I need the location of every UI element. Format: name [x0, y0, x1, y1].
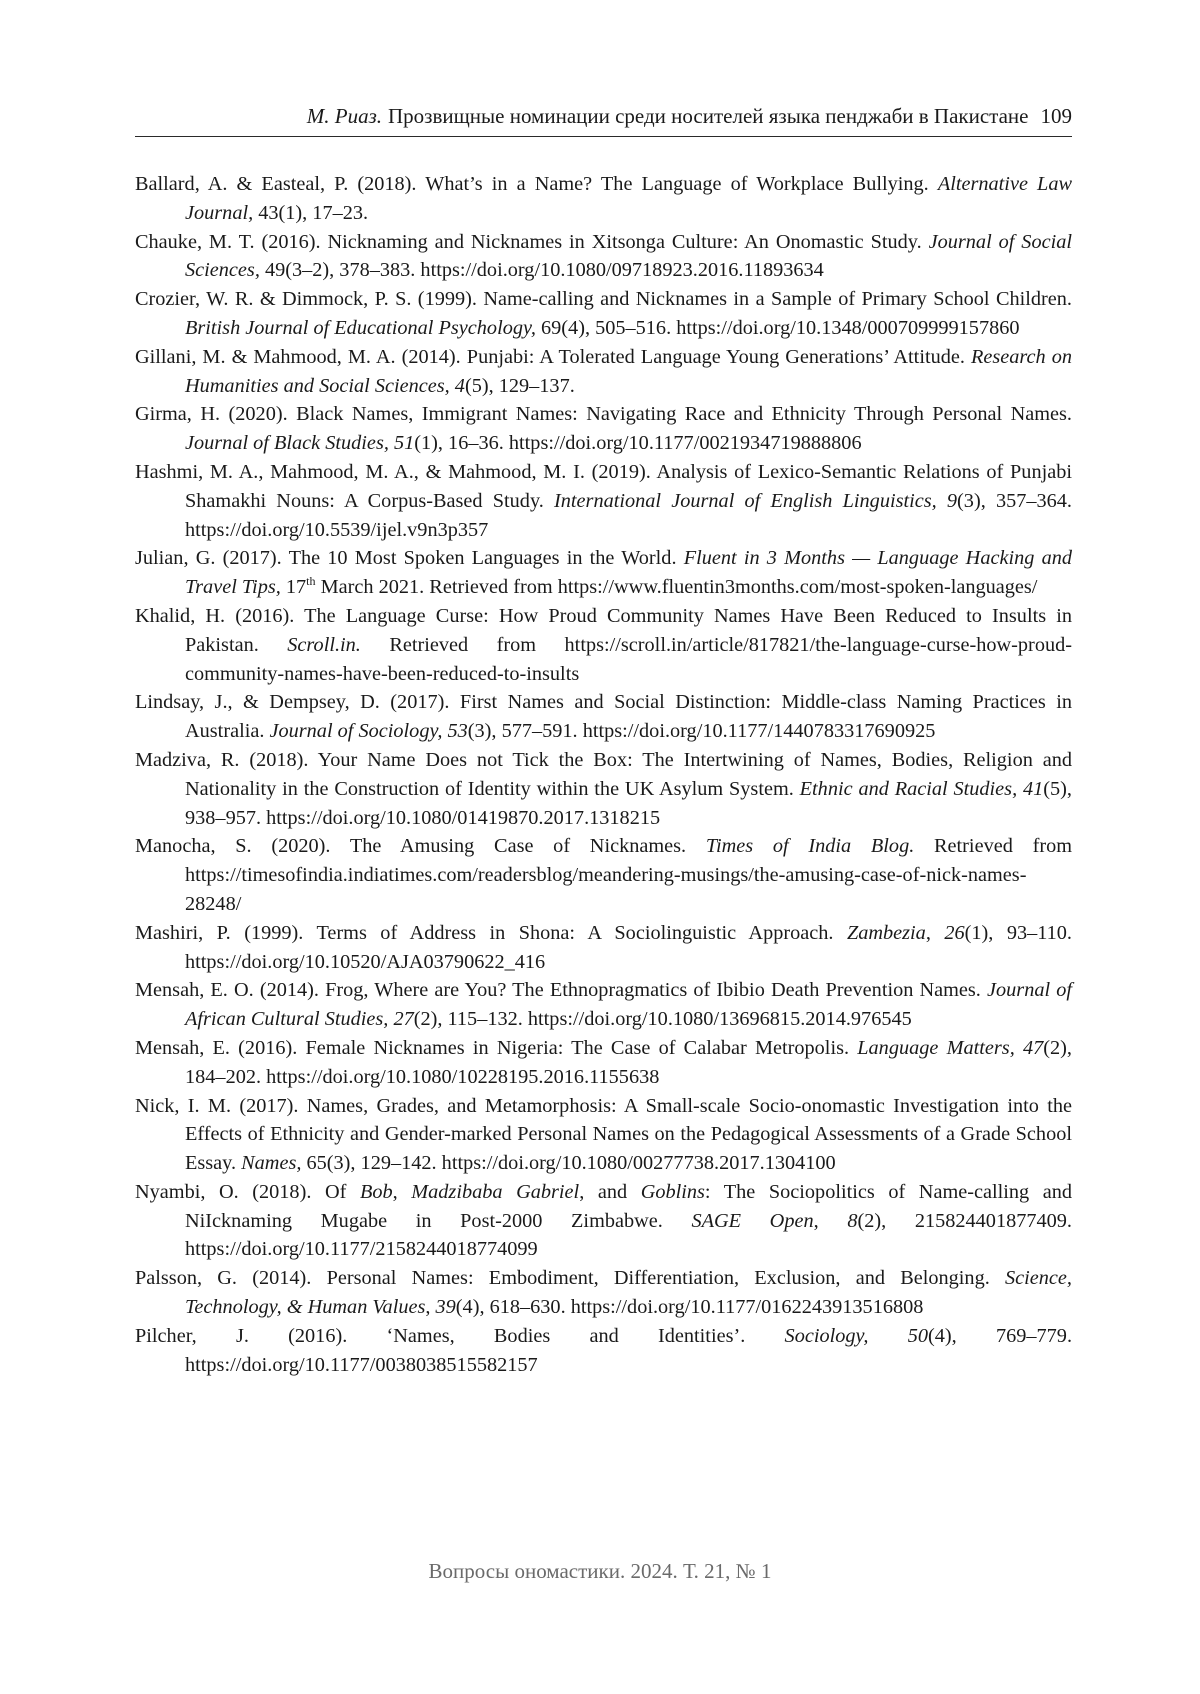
reference-text: : The Sociopolitics of Name-calling and NiIcknaming Mugabe in Post-2000 Zimbabwe. [185, 1180, 1073, 1232]
reference-text: Mensah, E. O. (2014). Frog, Where are You? The Ethnopragmatics of Ibibio Death Prevention Names. [135, 979, 988, 1002]
reference-entry [135, 1178, 1072, 1264]
header-author: М. Риаз. [306, 104, 383, 128]
reference-text: Julian, G. (2017). The 10 Most Spoken Languages in the World. [135, 547, 684, 570]
reference-text: 49(3–2), 378–383. https://doi.org/10.1080/09718923.2016.11893634 [259, 259, 824, 282]
reference-source-italic: Journal of Black Studies, 51 [185, 432, 415, 455]
page-number: 109 [1040, 104, 1072, 128]
reference-source-italic: 26 [944, 921, 965, 944]
reference-entry [135, 602, 1072, 688]
reference-entry [135, 1034, 1072, 1092]
reference-text: , and [579, 1180, 641, 1203]
reference-text: , [925, 921, 945, 944]
reference-text: 65(3), 129–142. https://doi.org/10.1080/00277738.2017.1304100 [301, 1152, 836, 1175]
reference-source-italic: 8 [847, 1209, 858, 1232]
reference-text: 17 [280, 576, 307, 599]
reference-source-italic: 39 [435, 1296, 456, 1319]
reference-source-italic: Research on Humanities and Social Sciences, 4 [185, 345, 1073, 397]
reference-source-italic: Language Matters, 47 [857, 1036, 1044, 1059]
running-footer [0, 1559, 1200, 1583]
reference-text: Hashmi, M. A., Mahmood, M. A., & Mahmood, M. I. (2019). Analysis of Lexico-Semantic Relations of Punjabi Shamakhi Nouns: A Corpus-Based Study. [135, 460, 1072, 512]
reference-text: , [813, 1209, 848, 1232]
reference-source-italic: Sociology, 50 [784, 1324, 928, 1347]
reference-text: (3), 577–591. https://doi.org/10.1177/1440783317690925 [467, 720, 936, 743]
reference-source-italic: Journal of Sociology, 53 [269, 720, 468, 743]
reference-text: Gillani, M. & Mahmood, M. A. (2014). Punjabi: A Tolerated Language Young Generations’ Attitude. [135, 345, 971, 368]
reference-source-italic: International Journal of English Linguistics, 9 [554, 489, 958, 512]
reference-source-italic: Fluent in 3 Months — Language Hacking and Travel Tips, [185, 547, 1072, 599]
reference-text: (1), 16–36. https://doi.org/10.1177/0021934719888806 [414, 432, 862, 455]
reference-text: Khalid, H. (2016). The Language Curse: How Proud Community Names Have Been Reduced to Insults in Pakistan. [135, 604, 1072, 656]
reference-text: (5), 129–137. [464, 374, 575, 397]
reference-list [135, 170, 1072, 1379]
reference-entry [135, 688, 1072, 746]
reference-text: (4), 769–779. https://doi.org/10.1177/0038038515582157 [185, 1324, 1073, 1376]
reference-text: Retrieved from https://scroll.in/article/817821/the-language-curse-how-proud-community-names-have-been-reduced-to-insults [185, 633, 1072, 685]
reference-text: (2), 215824401877409. https://doi.org/10.1177/2158244018774099 [185, 1209, 1072, 1261]
reference-text: Pilcher, J. (2016). ‘Names, Bodies and Identities’. [135, 1324, 785, 1347]
reference-source-italic: SAGE Open [691, 1209, 814, 1232]
reference-source-italic: Madzibaba Gabriel [411, 1180, 580, 1203]
reference-text: Mensah, E. (2016). Female Nicknames in Nigeria: The Case of Calabar Metropolis. [135, 1036, 858, 1059]
reference-source-italic: Journal of African Cultural Studies, 27 [185, 979, 1073, 1031]
reference-source-italic: Journal of Social Sciences, [185, 230, 1072, 282]
header-title: Прозвищные номинации среди носителей языка пенджаби в Пакистане [388, 104, 1029, 128]
reference-source-italic: Zambezia [846, 921, 926, 944]
reference-text: 43(1), 17–23. [253, 201, 369, 224]
reference-source-italic: Scroll.in. [287, 633, 361, 656]
reference-text: Retrieved from https://timesofindia.indiatimes.com/readersblog/meandering-musings/the-amusing-case-of-nick-names-28248/ [185, 835, 1072, 915]
reference-text: (1), 93–110. https://doi.org/10.10520/AJA03790622_416 [185, 921, 1073, 973]
reference-entry [135, 919, 1072, 977]
reference-text: Nick, I. M. (2017). Names, Grades, and Metamorphosis: A Small-scale Socio-onomastic Investigation into the Effects of Ethnicity and Gender-marked Personal Names on the Pedagogical Assessments of a Grade School Essay. [135, 1094, 1072, 1175]
reference-text: , [392, 1180, 412, 1203]
reference-entry [135, 285, 1072, 343]
reference-entry [135, 1322, 1072, 1380]
reference-text: Lindsay, J., & Dempsey, D. (2017). First Names and Social Distinction: Middle-class Naming Practices in Australia. [135, 691, 1072, 743]
reference-text: March 2021. Retrieved from https://www.fluentin3months.com/most-spoken-languages/ [315, 576, 1038, 599]
reference-text: (2), 184–202. https://doi.org/10.1080/10228195.2016.1155638 [185, 1036, 1072, 1088]
reference-entry [135, 400, 1072, 458]
reference-entry [135, 746, 1072, 832]
footer-journal: Вопросы ономастики. 2024. Т. 21, № 1 [428, 1559, 772, 1583]
reference-entry [135, 343, 1072, 401]
reference-entry [135, 458, 1072, 544]
reference-entry [135, 1092, 1072, 1178]
reference-source-italic: British Journal of Educational Psychology, [185, 316, 536, 339]
reference-text: Crozier, W. R. & Dimmock, P. S. (1999). Name-calling and Nicknames in a Sample of Primary School Children. [135, 288, 1072, 311]
reference-text: (3), 357–364. https://doi.org/10.5539/ijel.v9n3p357 [185, 489, 1072, 541]
reference-source-italic: Names, [241, 1152, 302, 1175]
reference-source-italic: Science, Technology, & Human Values [185, 1267, 1072, 1319]
reference-text: 69(4), 505–516. https://doi.org/10.1348/000709999157860 [535, 316, 1020, 339]
reference-entry [135, 832, 1072, 918]
reference-source-italic: Goblins [640, 1180, 705, 1203]
reference-text: Palsson, G. (2014). Personal Names: Embodiment, Differentiation, Exclusion, and Belonging. [135, 1267, 1005, 1290]
reference-text: (5), 938–957. https://doi.org/10.1080/01419870.2017.1318215 [185, 777, 1072, 829]
reference-entry [135, 544, 1072, 602]
reference-entry [135, 1264, 1072, 1322]
reference-source-italic: Ethnic and Racial Studies, 41 [799, 777, 1044, 800]
reference-text: , [425, 1296, 436, 1319]
reference-source-italic: Alternative Law Journal, [185, 173, 1072, 224]
reference-text: Nyambi, O. (2018). Of [135, 1180, 360, 1203]
reference-text: Madziva, R. (2018). Your Name Does not Tick the Box: The Intertwining of Names, Bodies, Religion and Nationality in the Construction of Identity within the UK Asylum System. [135, 748, 1072, 800]
reference-source-italic: Bob [359, 1180, 393, 1203]
reference-text: Girma, H. (2020). Black Names, Immigrant Names: Navigating Race and Ethnicity Through Personal Names. [135, 403, 1072, 426]
reference-text: Ballard, A. & Easteal, P. (2018). What’s in a Name? The Language of Workplace Bullying. [135, 173, 938, 195]
reference-entry [135, 170, 1072, 228]
reference-entry [135, 228, 1072, 286]
reference-source-italic: Times of India Blog. [705, 835, 915, 858]
reference-text: Manocha, S. (2020). The Amusing Case of Nicknames. [135, 835, 706, 858]
reference-entry [135, 976, 1072, 1034]
running-header [135, 104, 1072, 137]
reference-text: Mashiri, P. (1999). Terms of Address in Shona: A Sociolinguistic Approach. [135, 921, 847, 944]
reference-superscript: th [306, 574, 316, 589]
reference-text: (2), 115–132. https://doi.org/10.1080/13696815.2014.976545 [413, 1008, 912, 1031]
reference-text: Chauke, M. T. (2016). Nicknaming and Nicknames in Xitsonga Culture: An Onomastic Study. [135, 230, 929, 253]
reference-text: (4), 618–630. https://doi.org/10.1177/0162243913516808 [455, 1296, 924, 1319]
